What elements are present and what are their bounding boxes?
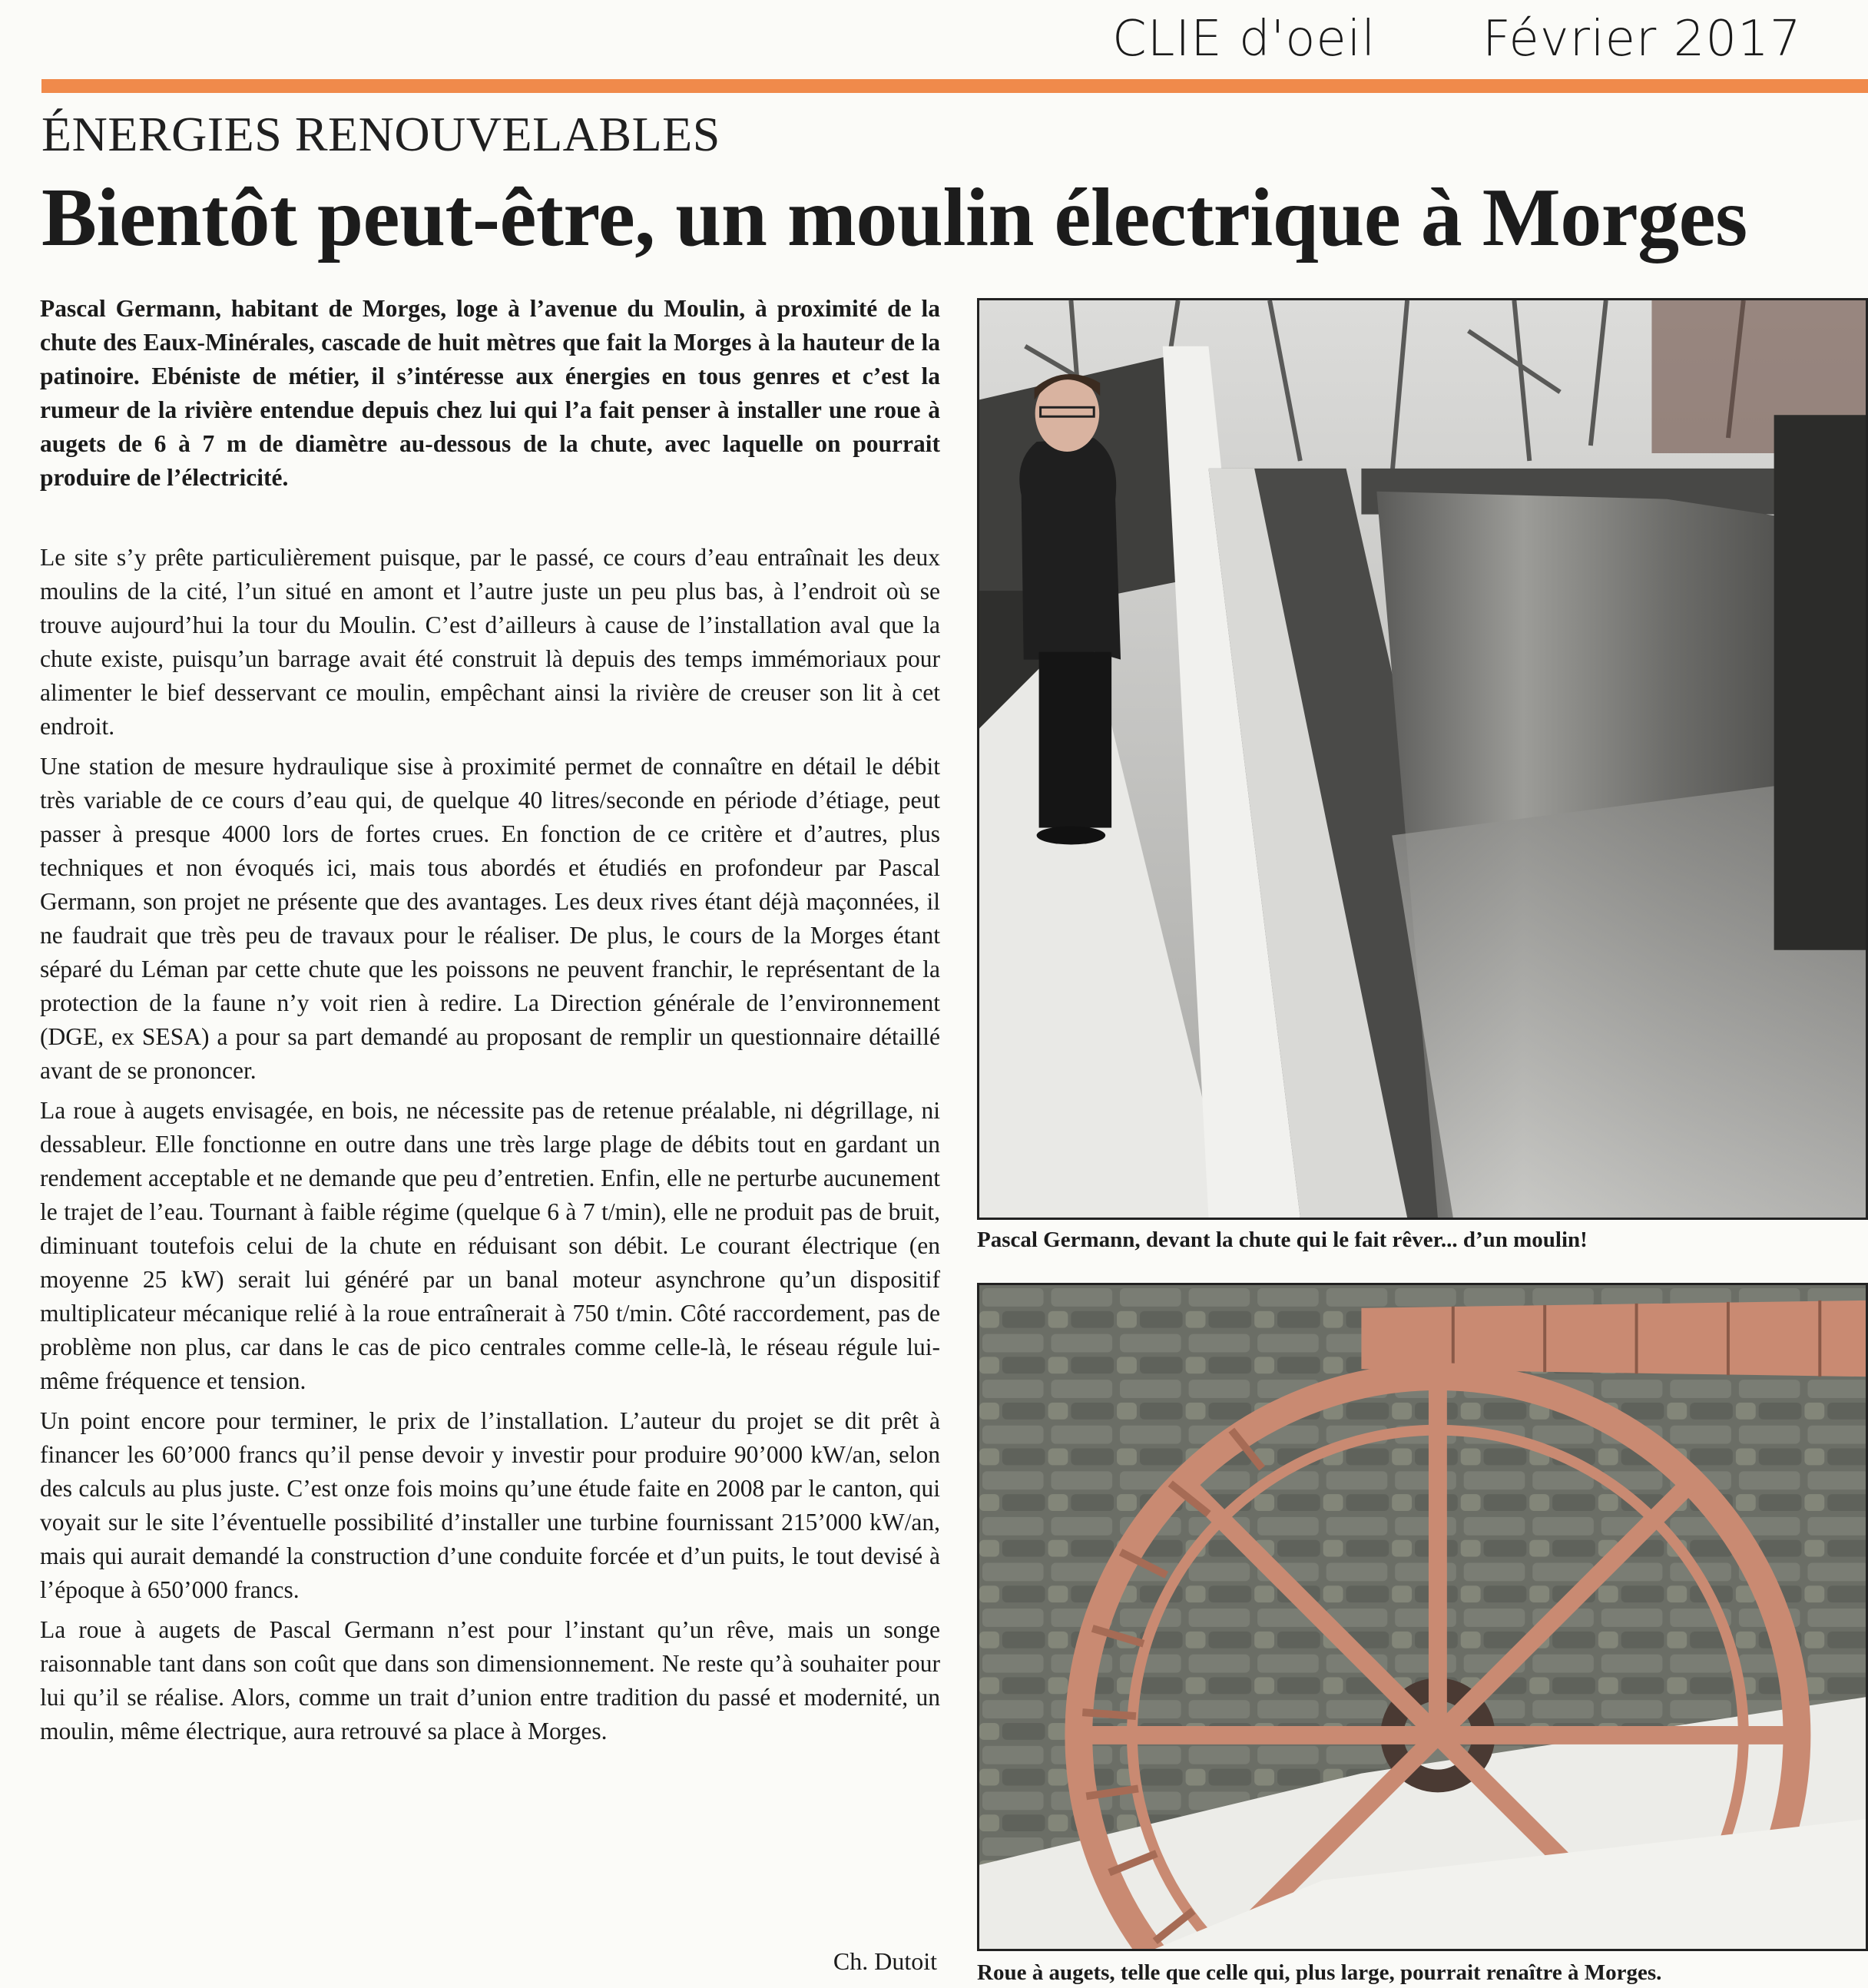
handwritten-date-note: Février 2017 [1482, 11, 1802, 68]
section-kicker: ÉNERGIES RENOUVELABLES [41, 107, 720, 161]
water-wheel-illustration [979, 1285, 1866, 1949]
article-byline: Ch. Dutoit [833, 1947, 937, 1975]
handwritten-source-note: CLIE d'oeil [1112, 11, 1376, 68]
water-wheel-photo [977, 1283, 1868, 1951]
waterfall-photo-caption: Pascal Germann, devant la chute qui le fait rêver... d’un moulin! [977, 1228, 1588, 1252]
water-wheel-photo-caption: Roue à augets, telle que celle qui, plus large, pourrait renaître à Morges. [977, 1960, 1662, 1985]
article-body [40, 292, 940, 1754]
waterfall-photo [977, 298, 1868, 1220]
article-paragraph: La roue à augets de Pascal Germann n’est pour l’instant qu’un rêve, mais un songe raisonnable tant dans son coût que dans son dimensionnement. Ne reste qu’à souhaiter pour lui qu’il se réalise. Alors, comme un trait d’union entre tradition du passé et modernité, un moulin, même électrique, aura retrouvé sa place à Morges. [40, 1616, 940, 1744]
article-paragraph: Le site s’y prête particulièrement puisque, par le passé, ce cours d’eau entraînait les deux moulins de la cité, l’un situé en amont et l’autre juste un peu plus bas, à l’endroit où se trouve aujourd’hui la tour du Moulin. C’est d’ailleurs à cause de l’installation aval que la chute existe, puisqu’un barrage avait été construit là depuis des temps immémoriaux pour alimenter le bief desservant ce moulin, empêchant ainsi la rivière de creuser son lit à cet endroit. [40, 544, 940, 740]
article-paragraph: La roue à augets envisagée, en bois, ne nécessite pas de retenue préalable, ni dégrillage, ni dessableur. Elle fonctionne en outre dans une très large plage de débits tout en gardant un rendement acceptable et ne demande que peu d’entretien. Enfin, elle ne perturbe aucunement le trajet de l’eau. Tournant à faible régime (quelque 6 à 7 t/min), elle ne produit pas de bruit, diminuant toutefois celui de la chute en réduisant son débit. Le courant électrique (en moyenne 25 kW) serait lui généré par un banal moteur asynchrone qu’un dispositif multiplicateur mécanique relié à la roue entraînerait à 750 t/min. Côté raccordement, pas de problème non plus, car dans le cas de pico centrales comme celle-là, le réseau régule lui-même fréquence et tension. [40, 1097, 940, 1394]
article-paragraph: Une station de mesure hydraulique sise à proximité permet de connaître en détail le débit très variable de ce cours d’eau qui, de quelque 40 litres/seconde en période d’étiage, peut passer à presque 4000 lors de fortes crues. En fonction de ce critère et d’autres, plus techniques et non évoqués ici, mais tous abordés et étudiés en profondeur par Pascal Germann, son projet ne présente que des avantages. Les deux rives étant déjà maçonnées, il ne faudrait que très peu de travaux pour le réaliser. De plus, le cours de la Morges étant séparé du Léman par cette chute que les poissons ne peuvent franchir, le représentant de la protection de la faune n’y voit rien à redire. La Direction générale de l’environnement (DGE, ex SESA) a pour sa part demandé au proposant de remplir un questionnaire détaillé avant de se prononcer. [40, 753, 940, 1084]
article-paragraph: Un point encore pour terminer, le prix de l’installation. L’auteur du projet se dit prêt à financer les 60’000 francs qu’il pense devoir y investir pour produire 90’000 kW/an, selon des calculs au plus juste. C’est onze fois moins qu’une étude faite en 2008 par le canton, qui voyait sur le site l’éventuelle possibilité d’installer une turbine fournissant 215’000 kW/an, mais qui aurait demandé la construction d’une conduite forcée et d’un puits, le tout devisé à l’époque à 650’000 francs. [40, 1407, 940, 1603]
orange-header-rule [41, 79, 1868, 93]
article-headline: Bientôt peut-être, un moulin électrique à Morges [41, 172, 1747, 263]
waterfall-illustration [979, 300, 1866, 1218]
article-lead: Pascal Germann, habitant de Morges, loge à l’avenue du Moulin, à proximité de la chute des Eaux-Minérales, cascade de huit mètres que fait la Morges à la hauteur de la patinoire. Ebéniste de métier, il s’intéresse aux énergies en tous genres et c’est la rumeur de la rivière entendue depuis chez lui qui l’a fait penser à installer une roue à augets de 6 à 7 m de diamètre au-dessous de la chute, avec laquelle on pourrait produire de l’électricité. [40, 295, 940, 491]
